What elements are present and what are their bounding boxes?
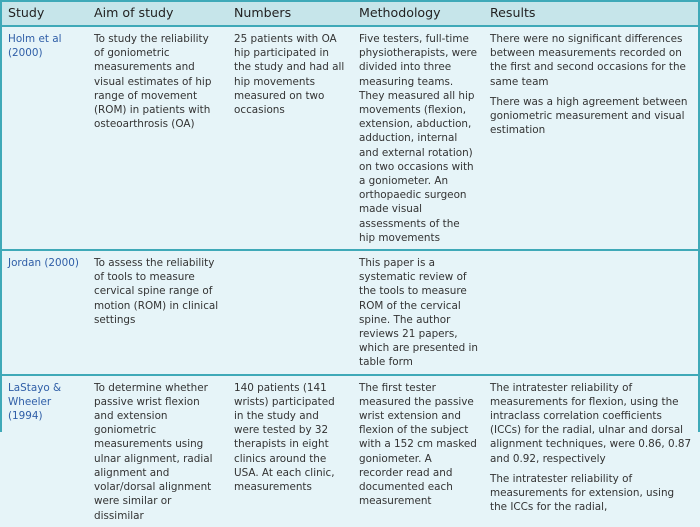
aim-cell: To study the reliability of goniometric measurements and visual estimates of hip range of movement (ROM) in patients with osteoarthrosis (OA)	[88, 26, 228, 250]
results-cell	[484, 250, 698, 375]
table-row	[2, 375, 698, 527]
studies-table	[2, 2, 698, 527]
header-numbers: Numbers	[228, 2, 353, 26]
results-cell	[484, 375, 698, 527]
numbers-cell: 140 patients (141 wrists) participated in the study and were tested by 32 therapists in eight clinics around the USA. At each clinic, measurements	[234, 381, 335, 494]
table-header-row	[2, 2, 698, 26]
header-study: Study	[2, 2, 88, 26]
aim-cell: To determine whether passive wrist flexion and extension goniometric measurements using ulnar alignment, radial alignment and volar/dorsal alignment were similar or dissimilar	[94, 381, 213, 522]
methodology-cell	[353, 250, 484, 375]
study-cell[interactable]: LaStayo & Wheeler (1994)	[8, 381, 62, 423]
methodology-cell	[353, 375, 484, 527]
header-aim: Aim of study	[88, 2, 228, 26]
results-paragraph: There were no significant differences between measurements recorded on the first and second occasions for the same team	[490, 33, 686, 88]
methodology-paragraph: This paper is a systematic review of the tools to measure ROM of the cervical spine. The author reviews 21 papers, which are presented in table form	[359, 257, 478, 369]
results-paragraph: The intratester reliability of measurements for extension, using the ICCs for the radial,	[490, 472, 675, 514]
methodology-cell	[353, 26, 484, 250]
results-paragraph: The intratester reliability of measurements for flexion, using the intraclass correlation coefficients (ICCs) for the radial, ulnar and dorsal alignment techniques, were 0.86, 0.87 and 0.92, respectively	[490, 381, 692, 465]
table-row	[2, 26, 698, 250]
methodology-paragraph: They measured all hip movements (flexion, extension, abduction, adduction, internal and external rotation) on two occasions with a goniometer. An orthopaedic surgeon made visual assessments of the hip movements	[359, 89, 475, 244]
study-cell[interactable]: Jordan (2000)	[2, 250, 88, 375]
numbers-cell	[228, 250, 353, 375]
header-methodology: Methodology	[353, 2, 484, 26]
numbers-cell: 25 patients with OA hip participated in the study and had all hip movements measured on two occasions	[228, 26, 353, 250]
study-cell[interactable]: Holm et al (2000)	[2, 26, 88, 250]
header-results: Results	[484, 2, 698, 26]
table-row	[2, 250, 698, 375]
methodology-paragraph: Five testers, full-time physiotherapists, were divided into three measuring teams.	[359, 33, 477, 88]
results-paragraph: There was a high agreement between goniometric measurement and visual estimation	[490, 95, 688, 137]
aim-cell: To assess the reliability of tools to measure cervical spine range of motion (ROM) in clinical settings	[88, 250, 228, 375]
results-cell	[484, 26, 698, 250]
methodology-paragraph: The first tester measured the passive wrist extension and flexion of the subject with a 152 cm masked goniometer. A recorder read and documented each measurement	[359, 381, 477, 508]
